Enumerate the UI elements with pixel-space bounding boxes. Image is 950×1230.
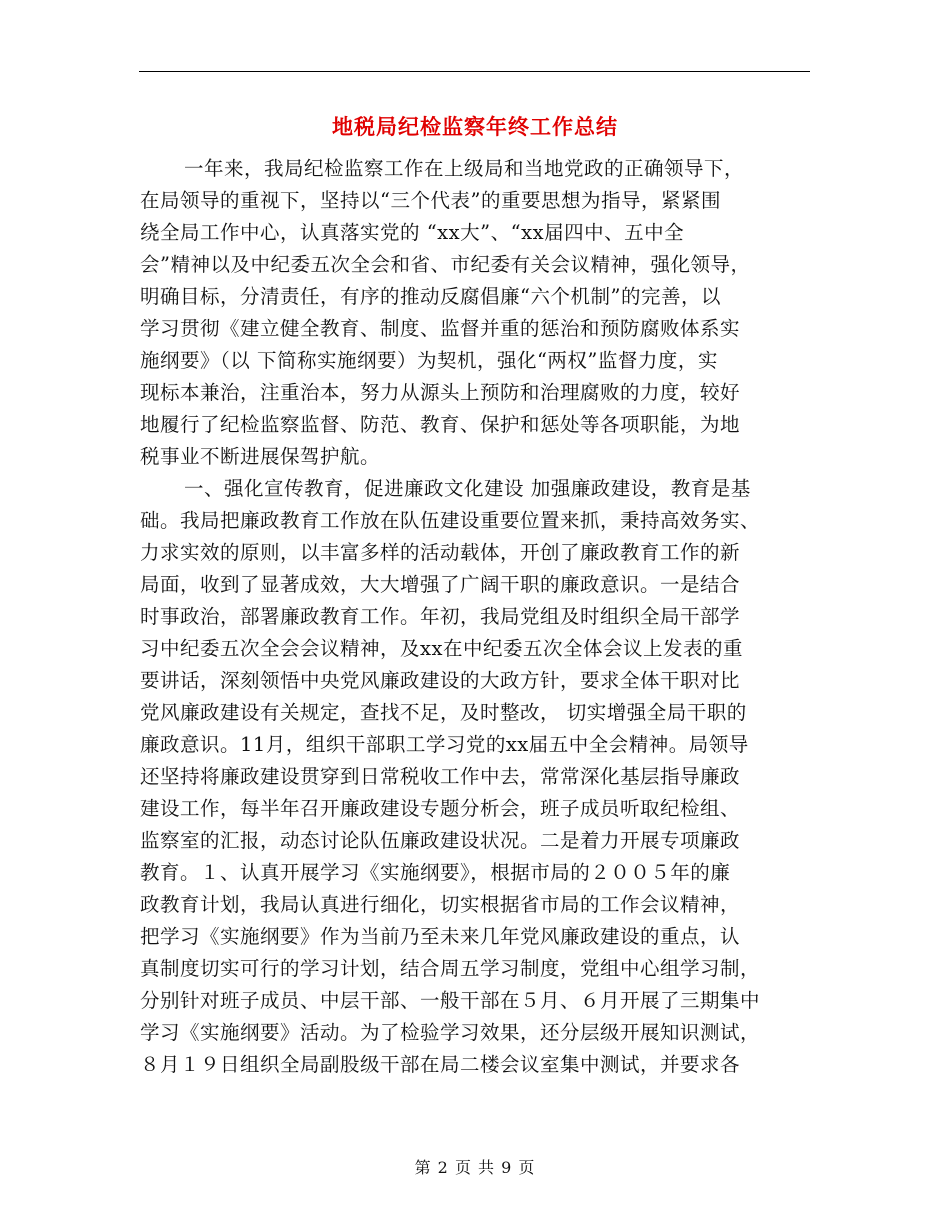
body-line: 一、强化宣传教育，促进廉政文化建设 加强廉政建设，教育是基 — [184, 477, 751, 500]
page-number: 第 2 页 共 9 页 — [414, 1158, 536, 1177]
body-line: 把学习《实施纲要》作为当前乃至未来几年党风廉政建设的重点，认 — [140, 925, 741, 948]
body-line: 现标本兼治，注重治本，努力从源头上预防和治理腐败的力度，较好 — [140, 381, 741, 404]
body-line: 分别针对班子成员、中层干部、一般干部在５月、６月开展了三期集中 — [140, 989, 761, 1012]
body-line: 一年来，我局纪检监察工作在上级局和当地党政的正确领导下， — [184, 157, 745, 180]
body-line: 真制度切实可行的学习计划，结合周五学习制度，党组中心组学习制， — [140, 957, 761, 980]
body-line: 地履行了纪检监察监督、防范、教育、保护和惩处等各项职能，为地 — [140, 413, 741, 436]
body-line: 施纲要》（以 下简称实施纲要）为契机，强化“两权”监督力度，实 — [140, 349, 718, 372]
document-title: 地税局纪检监察年终工作总结 — [332, 115, 618, 139]
body-line: 局面，收到了显著成效，大大增强了广阔干职的廉政意识。一是结合 — [140, 573, 741, 596]
body-line: 教育。１、认真开展学习《实施纲要》，根据市局的２００５年的廉 — [140, 861, 731, 884]
body-line: 建设工作，每半年召开廉政建设专题分析会，班子成员听取纪检组、 — [140, 797, 741, 820]
body-line: 力求实效的原则，以丰富多样的活动载体，开创了廉政教育工作的新 — [140, 541, 741, 564]
body-line: 习中纪委五次全会会议精神，及xx在中纪委五次全体会议上发表的重 — [140, 637, 743, 660]
header-rule — [139, 71, 810, 72]
body-line: 税事业不断进展保驾护航。 — [140, 445, 381, 468]
body-line: 学习《实施纲要》活动。为了检验学习效果，还分层级开展知识测试， — [140, 1021, 761, 1044]
body-line: 绕全局工作中心，认真落实党的 “xx大”、“xx届四中、五中全 — [140, 221, 685, 244]
body-line: 监察室的汇报，动态讨论队伍廉政建设状况。二是着力开展专项廉政 — [140, 829, 741, 852]
body-line: 廉政意识。11月，组织干部职工学习党的xx届五中全会精神。局领导 — [140, 733, 749, 756]
body-line: ８月１９日组织全局副股级干部在局二楼会议室集中测试，并要求各 — [140, 1053, 741, 1076]
body-line: 明确目标，分清责任，有序的推动反腐倡廉“六个机制”的完善，以 — [140, 285, 721, 308]
body-line: 会”精神以及中纪委五次全会和省、市纪委有关会议精神，强化领导， — [140, 253, 751, 276]
body-line: 要讲话，深刻领悟中央党风廉政建设的大政方针，要求全体干职对比 — [140, 669, 741, 692]
body-line: 学习贯彻《建立健全教育、制度、监督并重的惩治和预防腐败体系实 — [140, 317, 741, 340]
body-line: 础。我局把廉政教育工作放在队伍建设重要位置来抓，秉持高效务实、 — [140, 509, 761, 532]
body-line: 时事政治，部署廉政教育工作。年初，我局党组及时组织全局干部学 — [140, 605, 741, 628]
body-line: 在局领导的重视下，坚持以“三个代表”的重要思想为指导，紧紧围 — [140, 189, 721, 212]
body-line: 政教育计划，我局认真进行细化，切实根据省市局的工作会议精神， — [140, 893, 741, 916]
body-line: 还坚持将廉政建设贯穿到日常税收工作中去，常常深化基层指导廉政 — [140, 765, 741, 788]
body-line: 党风廉政建设有关规定，查找不足，及时整改， 切实增强全局干职的 — [140, 701, 747, 724]
